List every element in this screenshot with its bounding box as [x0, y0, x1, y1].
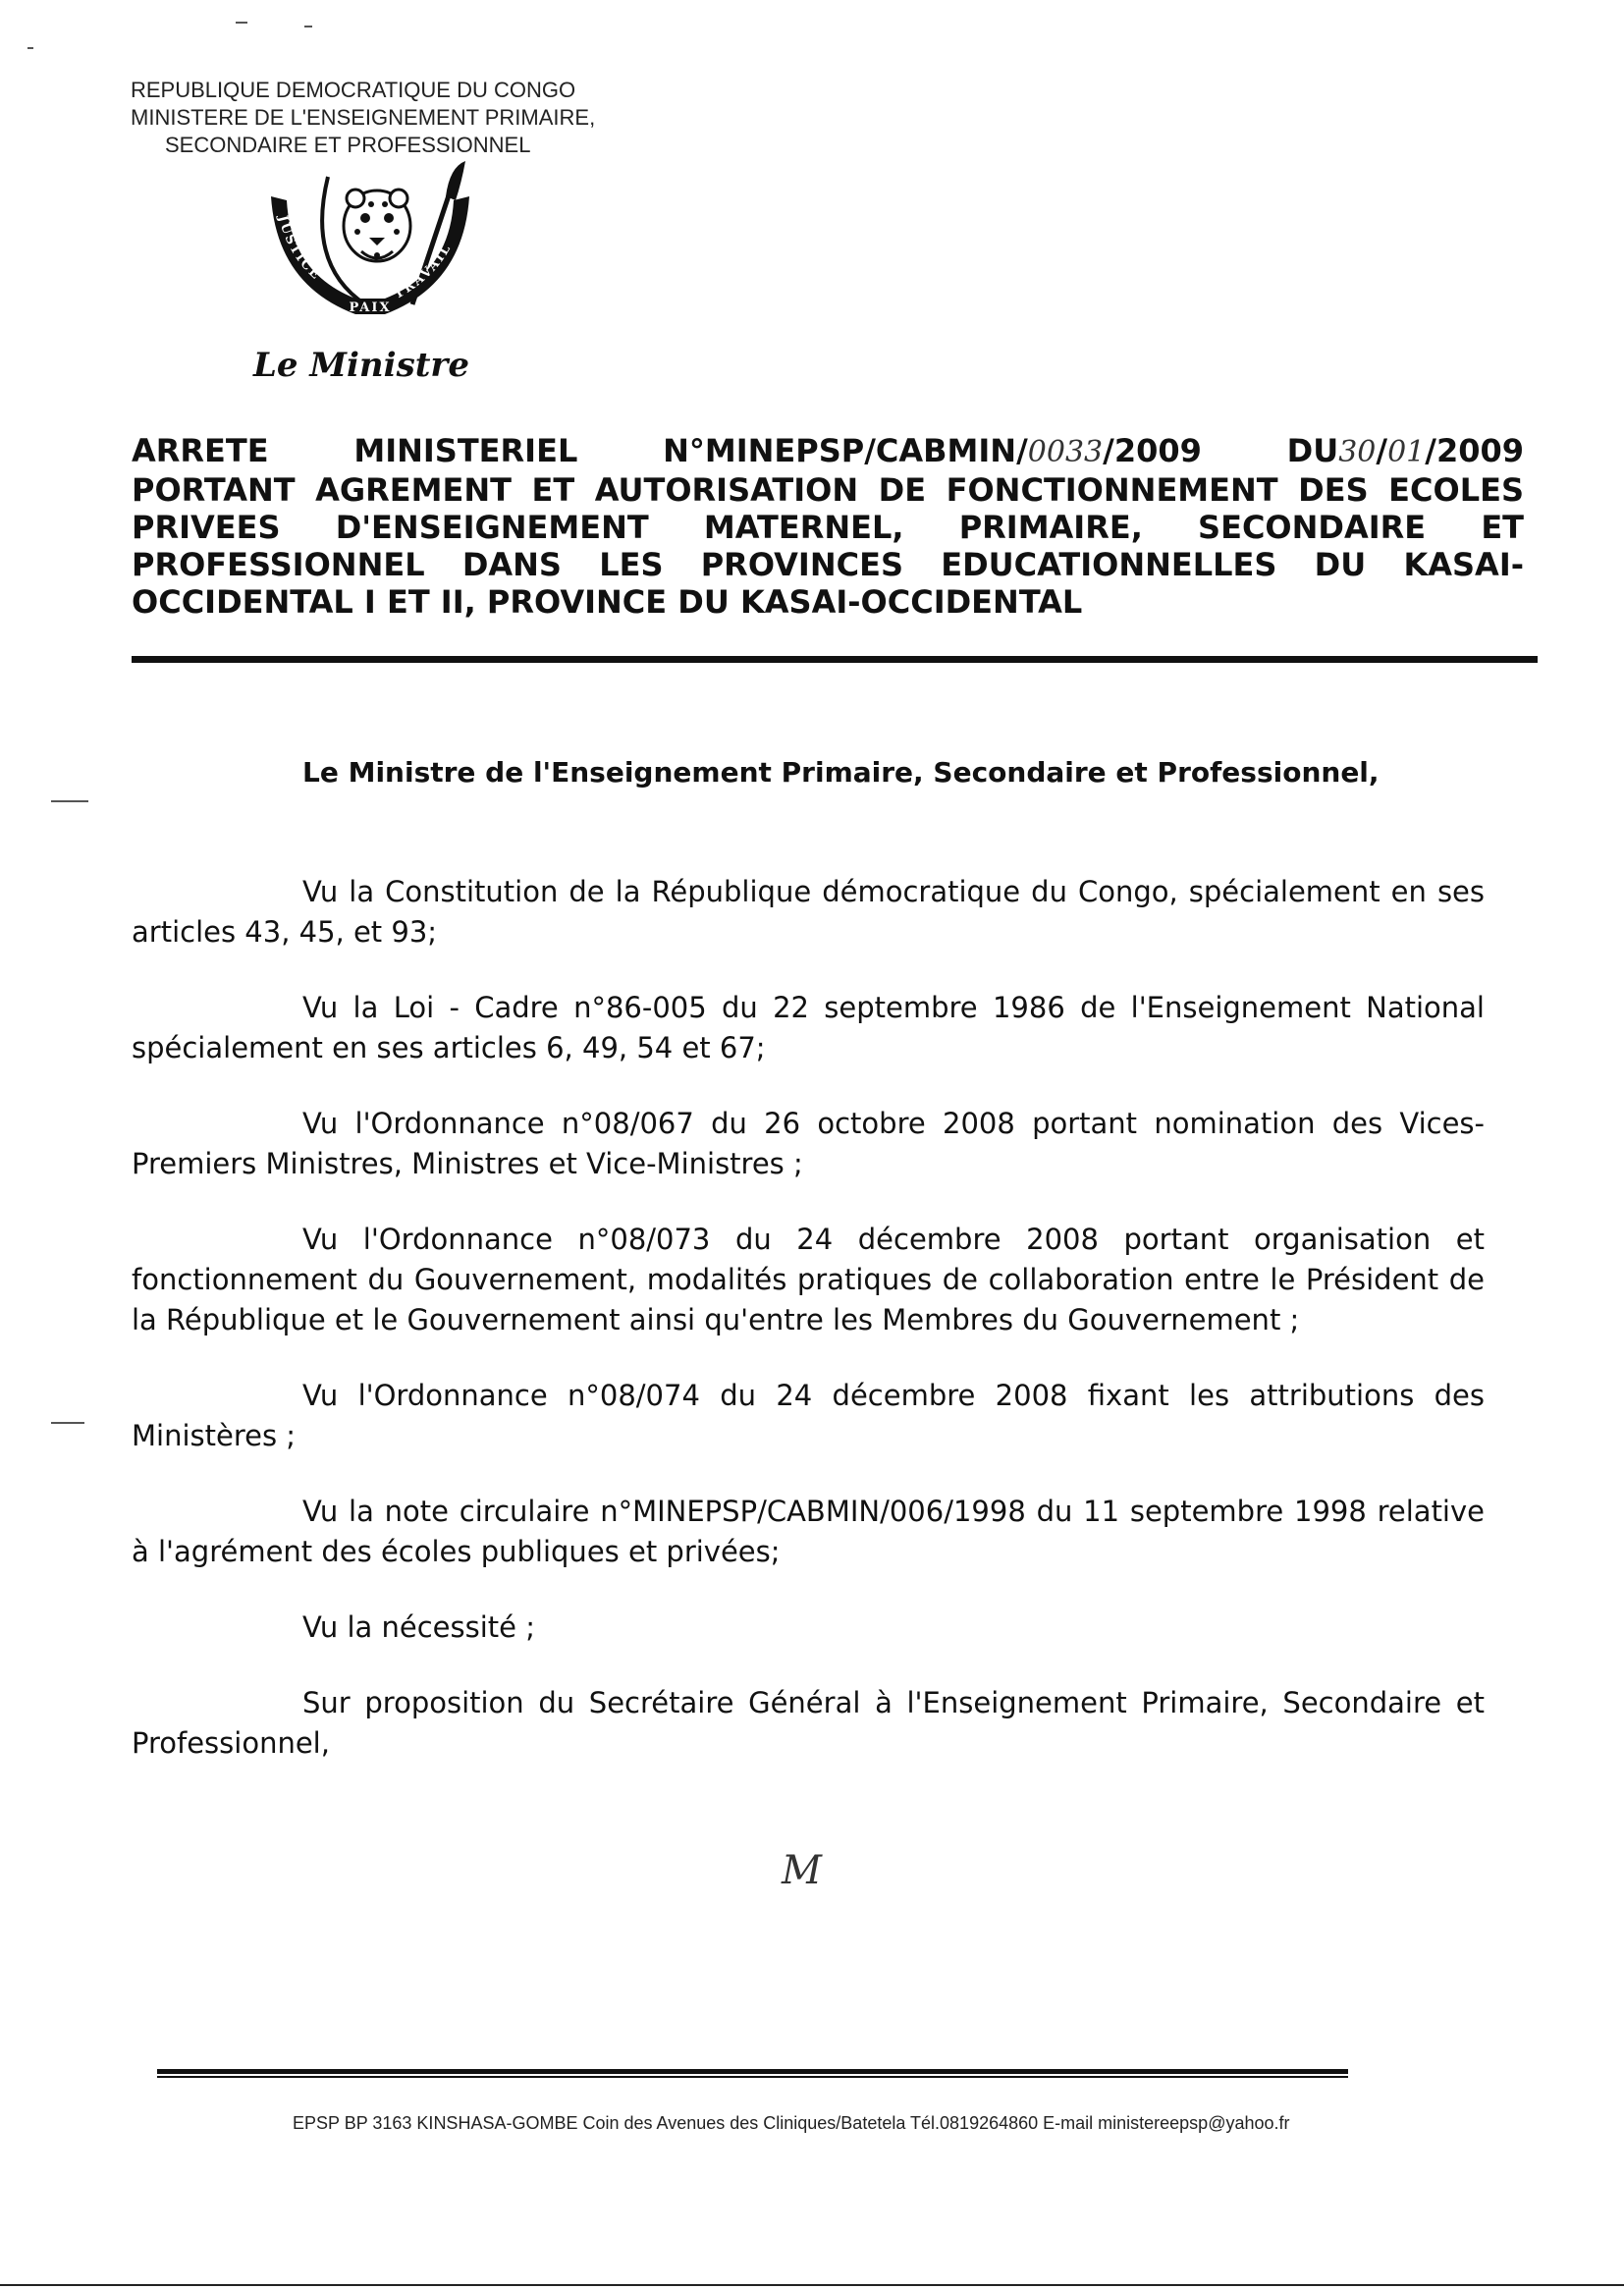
footer-divider-thin: [157, 2076, 1348, 2078]
preamble-paragraph: Vu la note circulaire n°MINEPSP/CABMIN/006/1998 du 11 septembre 1998 relative à l'agrément des écoles publiques et privées;: [132, 1495, 1485, 1568]
decree-title-line1: [132, 432, 1524, 471]
reference-number-handwritten: 0033: [1027, 435, 1104, 469]
motto-right: TRAVAIL: [391, 241, 455, 302]
scan-speck: [304, 26, 312, 27]
date-month-handwritten: 01: [1387, 435, 1426, 469]
letterhead-country: REPUBLIQUE DEMOCRATIQUE DU CONGO: [131, 78, 576, 102]
margin-mark: [51, 800, 88, 802]
scan-bottom-edge: [0, 2284, 1624, 2286]
footer-divider-thick: [157, 2069, 1348, 2074]
date-day-handwritten: 30: [1338, 435, 1377, 469]
date-year: /2009: [1425, 432, 1524, 469]
preamble-paragraph: Vu la Constitution de la République démocratique du Congo, spécialement en ses articles 43, 45, et 93;: [132, 875, 1485, 949]
preamble-paragraph: Vu l'Ordonnance n°08/067 du 26 octobre 2008 portant nomination des Vices-Premiers Ministres, Ministres et Vice-Ministres ;: [132, 1107, 1485, 1180]
coat-of-arms-emblem: [247, 157, 493, 334]
decree-subject: PORTANT AGREMENT ET AUTORISATION DE FONCTIONNEMENT DES ECOLES PRIVEES D'ENSEIGNEMENT MATERNEL, PRIMAIRE, SECONDAIRE ET PROFESSIONNEL DANS LES PROVINCES EDUCATIONNELLES DU KASAI-OCCIDENTAL I ET II, PROVINCE DU KASAI-OCCIDENTAL: [132, 471, 1524, 621]
minister-signature-title: Le Ministre: [253, 346, 469, 385]
letterhead: [131, 77, 595, 159]
reference-year: /2009: [1103, 432, 1202, 469]
preamble: [132, 872, 1485, 1799]
date-separator: /: [1376, 432, 1388, 469]
title-word-ministeriel: MINISTERIEL: [353, 432, 578, 469]
letterhead-ministry: MINISTERE DE L'ENSEIGNEMENT PRIMAIRE,: [131, 105, 596, 130]
preamble-paragraph: Vu la nécessité ;: [302, 1610, 535, 1644]
letterhead-ministry-cont: SECONDAIRE ET PROFESSIONNEL: [165, 133, 531, 157]
preamble-paragraph: Sur proposition du Secrétaire Général à l'Enseignement Primaire, Secondaire et Professionnel,: [132, 1686, 1485, 1760]
minister-heading: Le Ministre de l'Enseignement Primaire, Secondaire et Professionnel,: [302, 756, 1380, 789]
reference-prefix: N°MINEPSP/CABMIN/: [663, 432, 1028, 469]
date-prefix: DU: [1286, 432, 1339, 469]
motto-center: PAIX: [349, 300, 392, 315]
title-word-arrete: ARRETE: [132, 432, 269, 469]
handwritten-initials: M: [782, 1848, 822, 1893]
decree-title: [132, 432, 1524, 621]
preamble-paragraph: Vu l'Ordonnance n°08/074 du 24 décembre 2008 fixant les attributions des Ministères ;: [132, 1379, 1485, 1452]
preamble-paragraph: Vu la Loi - Cadre n°86-005 du 22 septembre 1986 de l'Enseignement National spécialement en ses articles 6, 49, 54 et 67;: [132, 991, 1485, 1064]
decree-date: [1287, 432, 1524, 471]
margin-mark: [51, 1422, 84, 1424]
motto-left: JUSTICE: [274, 213, 324, 284]
footer-address: EPSP BP 3163 KINSHASA-GOMBE Coin des Avenues des Cliniques/Batetela Tél.0819264860 E-mail ministereepsp@yahoo.fr: [293, 2113, 1290, 2133]
scan-speck: [27, 47, 33, 49]
scan-speck: [236, 22, 247, 24]
preamble-paragraph: Vu l'Ordonnance n°08/073 du 24 décembre 2008 portant organisation et fonctionnement du Gouvernement, modalités pratiques de collaboration entre le Président de la République et le Gouvernement ainsi qu'entre les Membres du Gouvernement ;: [132, 1223, 1485, 1336]
decree-reference: [663, 432, 1202, 471]
title-divider: [132, 656, 1538, 663]
